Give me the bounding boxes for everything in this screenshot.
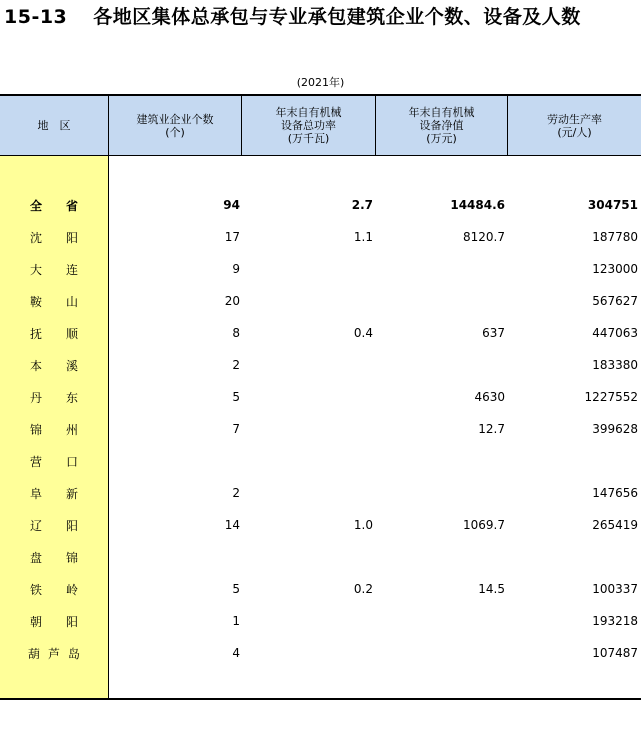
cell-enterprise-count: 7 [232,422,240,436]
table-title: 各地区集体总承包与专业承包建筑企业个数、设备及人数 [93,6,581,28]
region-name: 营口 [29,454,102,469]
cell-machine-power [242,477,373,509]
cell-productivity: 265419 [592,518,638,532]
page-title [4,2,581,29]
table-row [0,573,641,605]
cell-enterprise-count: 4 [232,646,240,660]
cell-machine-value [376,541,505,573]
table-row [0,445,641,477]
region-name: 抚顺 [29,326,102,341]
cell-productivity: 100337 [592,582,638,596]
header-region: 地 区 [37,119,71,132]
region-name: 辽阳 [29,518,102,533]
cell-enterprise-count: 5 [232,582,240,596]
cell-enterprise-count: 2 [232,358,240,372]
cell-machine-value [376,477,505,509]
cell-machine-value [376,253,505,285]
cell-machine-value: 637 [482,326,505,340]
cell-machine-power [242,637,373,669]
cell-machine-value [376,349,505,381]
region-name: 盘锦 [29,550,102,565]
cell-enterprise-count: 1 [232,614,240,628]
cell-productivity: 193218 [592,614,638,628]
cell-machine-power: 0.4 [353,326,373,340]
region-name: 大连 [29,262,102,277]
header-enterprise-count: 建筑业企业个数 (个) [108,96,241,155]
cell-enterprise-count: 9 [232,262,240,276]
cell-machine-value [376,445,505,477]
header-machine-value: 年末自有机械 设备净值 (万元) [375,96,507,155]
cell-machine-value: 4630 [474,390,505,404]
region-name: 铁岭 [29,582,102,597]
region-name: 阜新 [29,486,102,501]
cell-productivity: 107487 [592,646,638,660]
cell-machine-power [242,413,373,445]
cell-machine-power [242,445,373,477]
cell-enterprise-count: 17 [224,230,240,244]
table-row [0,285,641,317]
cell-machine-power [242,605,373,637]
bottom-rule [0,698,641,700]
cell-machine-power: 0.2 [353,582,373,596]
cell-machine-value: 14.5 [478,582,505,596]
region-name: 朝阳 [29,614,102,629]
cell-enterprise-count: 2 [232,486,240,500]
header-machine-power: 年末自有机械 设备总功率 (万千瓦) [241,96,375,155]
table-row [0,317,641,349]
cell-productivity: 304751 [587,198,638,212]
table-row [0,413,641,445]
cell-machine-value: 12.7 [478,422,505,436]
cell-machine-power: 1.1 [353,230,373,244]
table-row [0,541,641,573]
table-row [0,637,641,669]
cell-machine-value: 1069.7 [463,518,505,532]
region-name: 鞍山 [29,294,102,309]
cell-machine-power [242,541,373,573]
cell-machine-power: 2.7 [351,198,373,212]
year-label: (2021年) [296,76,345,89]
region-name: 本溪 [29,358,102,373]
cell-enterprise-count: 8 [232,326,240,340]
cell-productivity: 399628 [592,422,638,436]
cell-machine-value: 14484.6 [450,198,505,212]
cell-productivity [508,541,638,573]
cell-machine-value [376,637,505,669]
table-row [0,605,641,637]
cell-machine-power: 1.0 [353,518,373,532]
table-number: 15-13 [4,6,68,28]
cell-productivity: 147656 [592,486,638,500]
region-name: 锦州 [29,422,102,437]
table-row [0,253,641,285]
cell-machine-value [376,605,505,637]
cell-productivity [508,445,638,477]
cell-enterprise-count: 5 [232,390,240,404]
cell-enterprise-count: 14 [224,518,240,532]
cell-productivity: 183380 [592,358,638,372]
cell-productivity: 447063 [592,326,638,340]
region-name: 丹东 [29,390,102,405]
cell-machine-power [242,253,373,285]
header-productivity: 劳动生产率 (元/人) [507,96,641,155]
cell-machine-power [242,349,373,381]
region-name: 沈阳 [29,230,102,245]
cell-enterprise-count: 20 [224,294,240,308]
table-header [0,96,641,156]
region-name: 葫芦岛 [27,646,88,661]
table-row [0,509,641,541]
cell-machine-value [376,285,505,317]
cell-productivity: 123000 [592,262,638,276]
cell-enterprise-count [109,445,240,477]
table-row [0,221,641,253]
table-row [0,477,641,509]
cell-enterprise-count: 94 [223,198,240,212]
table-row [0,381,641,413]
cell-productivity: 567627 [592,294,638,308]
cell-machine-value: 8120.7 [463,230,505,244]
table-row-total [0,189,641,221]
cell-productivity: 187780 [592,230,638,244]
cell-productivity: 1227552 [584,390,638,404]
cell-enterprise-count [109,541,240,573]
cell-machine-power [242,381,373,413]
region-name: 全省 [29,198,102,213]
cell-machine-power [242,285,373,317]
table-row [0,349,641,381]
